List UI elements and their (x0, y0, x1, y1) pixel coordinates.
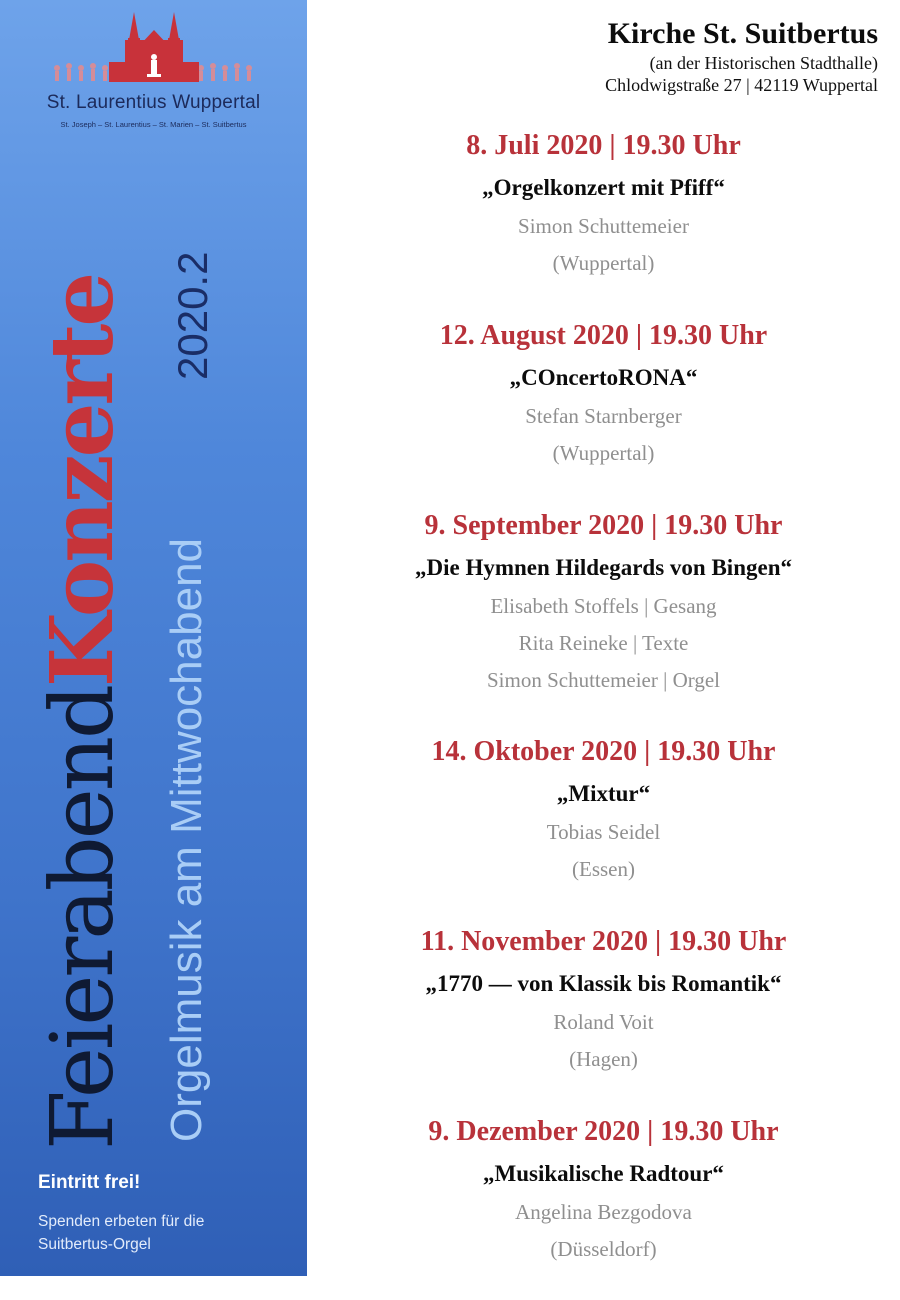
series-title-accent: Konzerte (32, 274, 133, 687)
event-origin: (Essen) (572, 857, 635, 881)
event-item (307, 920, 900, 1110)
venue-block (605, 16, 878, 96)
event-performer: Stefan Starnberger (525, 404, 682, 428)
series-subtitle: Orgelmusik am Mittwochabend (162, 537, 211, 1142)
logo-name: St. Laurentius Wuppertal (46, 92, 261, 113)
event-item (307, 314, 900, 504)
event-item (307, 504, 900, 730)
event-date: 9. Dezember 2020 | 19.30 Uhr (428, 1116, 779, 1147)
event-list (307, 124, 900, 1300)
event-title: „Musikalische Radtour“ (483, 1161, 724, 1186)
event-item (307, 124, 900, 314)
event-title: „Orgelkonzert mit Pfiff“ (482, 175, 725, 200)
event-title: „1770 — von Klassik bis Romantik“ (425, 971, 782, 996)
event-performer: Rita Reineke | Texte (518, 631, 689, 655)
event-origin: (Wuppertal) (552, 251, 655, 275)
event-origin: (Düsseldorf) (550, 1237, 657, 1261)
series-title (32, 274, 133, 1150)
sidebar-banner (0, 0, 307, 1276)
event-date: 12. August 2020 | 19.30 Uhr (439, 320, 768, 351)
event-origin: (Hagen) (569, 1047, 638, 1071)
event-title: „Die Hymnen Hildegards von Bingen“ (415, 555, 792, 580)
event-item (307, 730, 900, 920)
event-item (307, 1110, 900, 1300)
event-performer: Simon Schuttemeier | Orgel (486, 668, 721, 692)
venue-address: Chlodwigstraße 27 | 42119 Wuppertal (605, 75, 878, 95)
church-icon (39, 10, 269, 88)
donation-note: Spenden erbeten für die Suitbertus-Orgel (38, 1213, 205, 1253)
event-date: 9. September 2020 | 19.30 Uhr (424, 510, 783, 541)
event-performer: Tobias Seidel (546, 820, 661, 844)
series-title-prefix: Feierabend (33, 686, 133, 1150)
event-performer: Roland Voit (553, 1010, 654, 1034)
series-edition: 2020.2 (169, 251, 216, 380)
venue-note: (an der Historischen Stadthalle) (649, 53, 878, 73)
event-date: 14. Oktober 2020 | 19.30 Uhr (431, 736, 776, 767)
entry-free: Eintritt frei! (38, 1172, 141, 1193)
event-performer: Elisabeth Stoffels | Gesang (490, 594, 717, 618)
event-title: „Mixtur“ (556, 781, 651, 806)
logo-parishes: St. Joseph – St. Laurentius – St. Marien – St. Suitbertus (60, 120, 247, 129)
venue-name: Kirche St. Suitbertus (607, 17, 878, 50)
event-date: 11. November 2020 | 19.30 Uhr (420, 926, 787, 957)
event-title: „COncertoRONA“ (509, 365, 698, 390)
parish-logo (0, 10, 307, 129)
event-performer: Angelina Bezgodova (515, 1200, 692, 1224)
event-origin: (Wuppertal) (552, 441, 655, 465)
event-performer: Simon Schuttemeier (518, 214, 689, 238)
event-date: 8. Juli 2020 | 19.30 Uhr (466, 130, 741, 161)
